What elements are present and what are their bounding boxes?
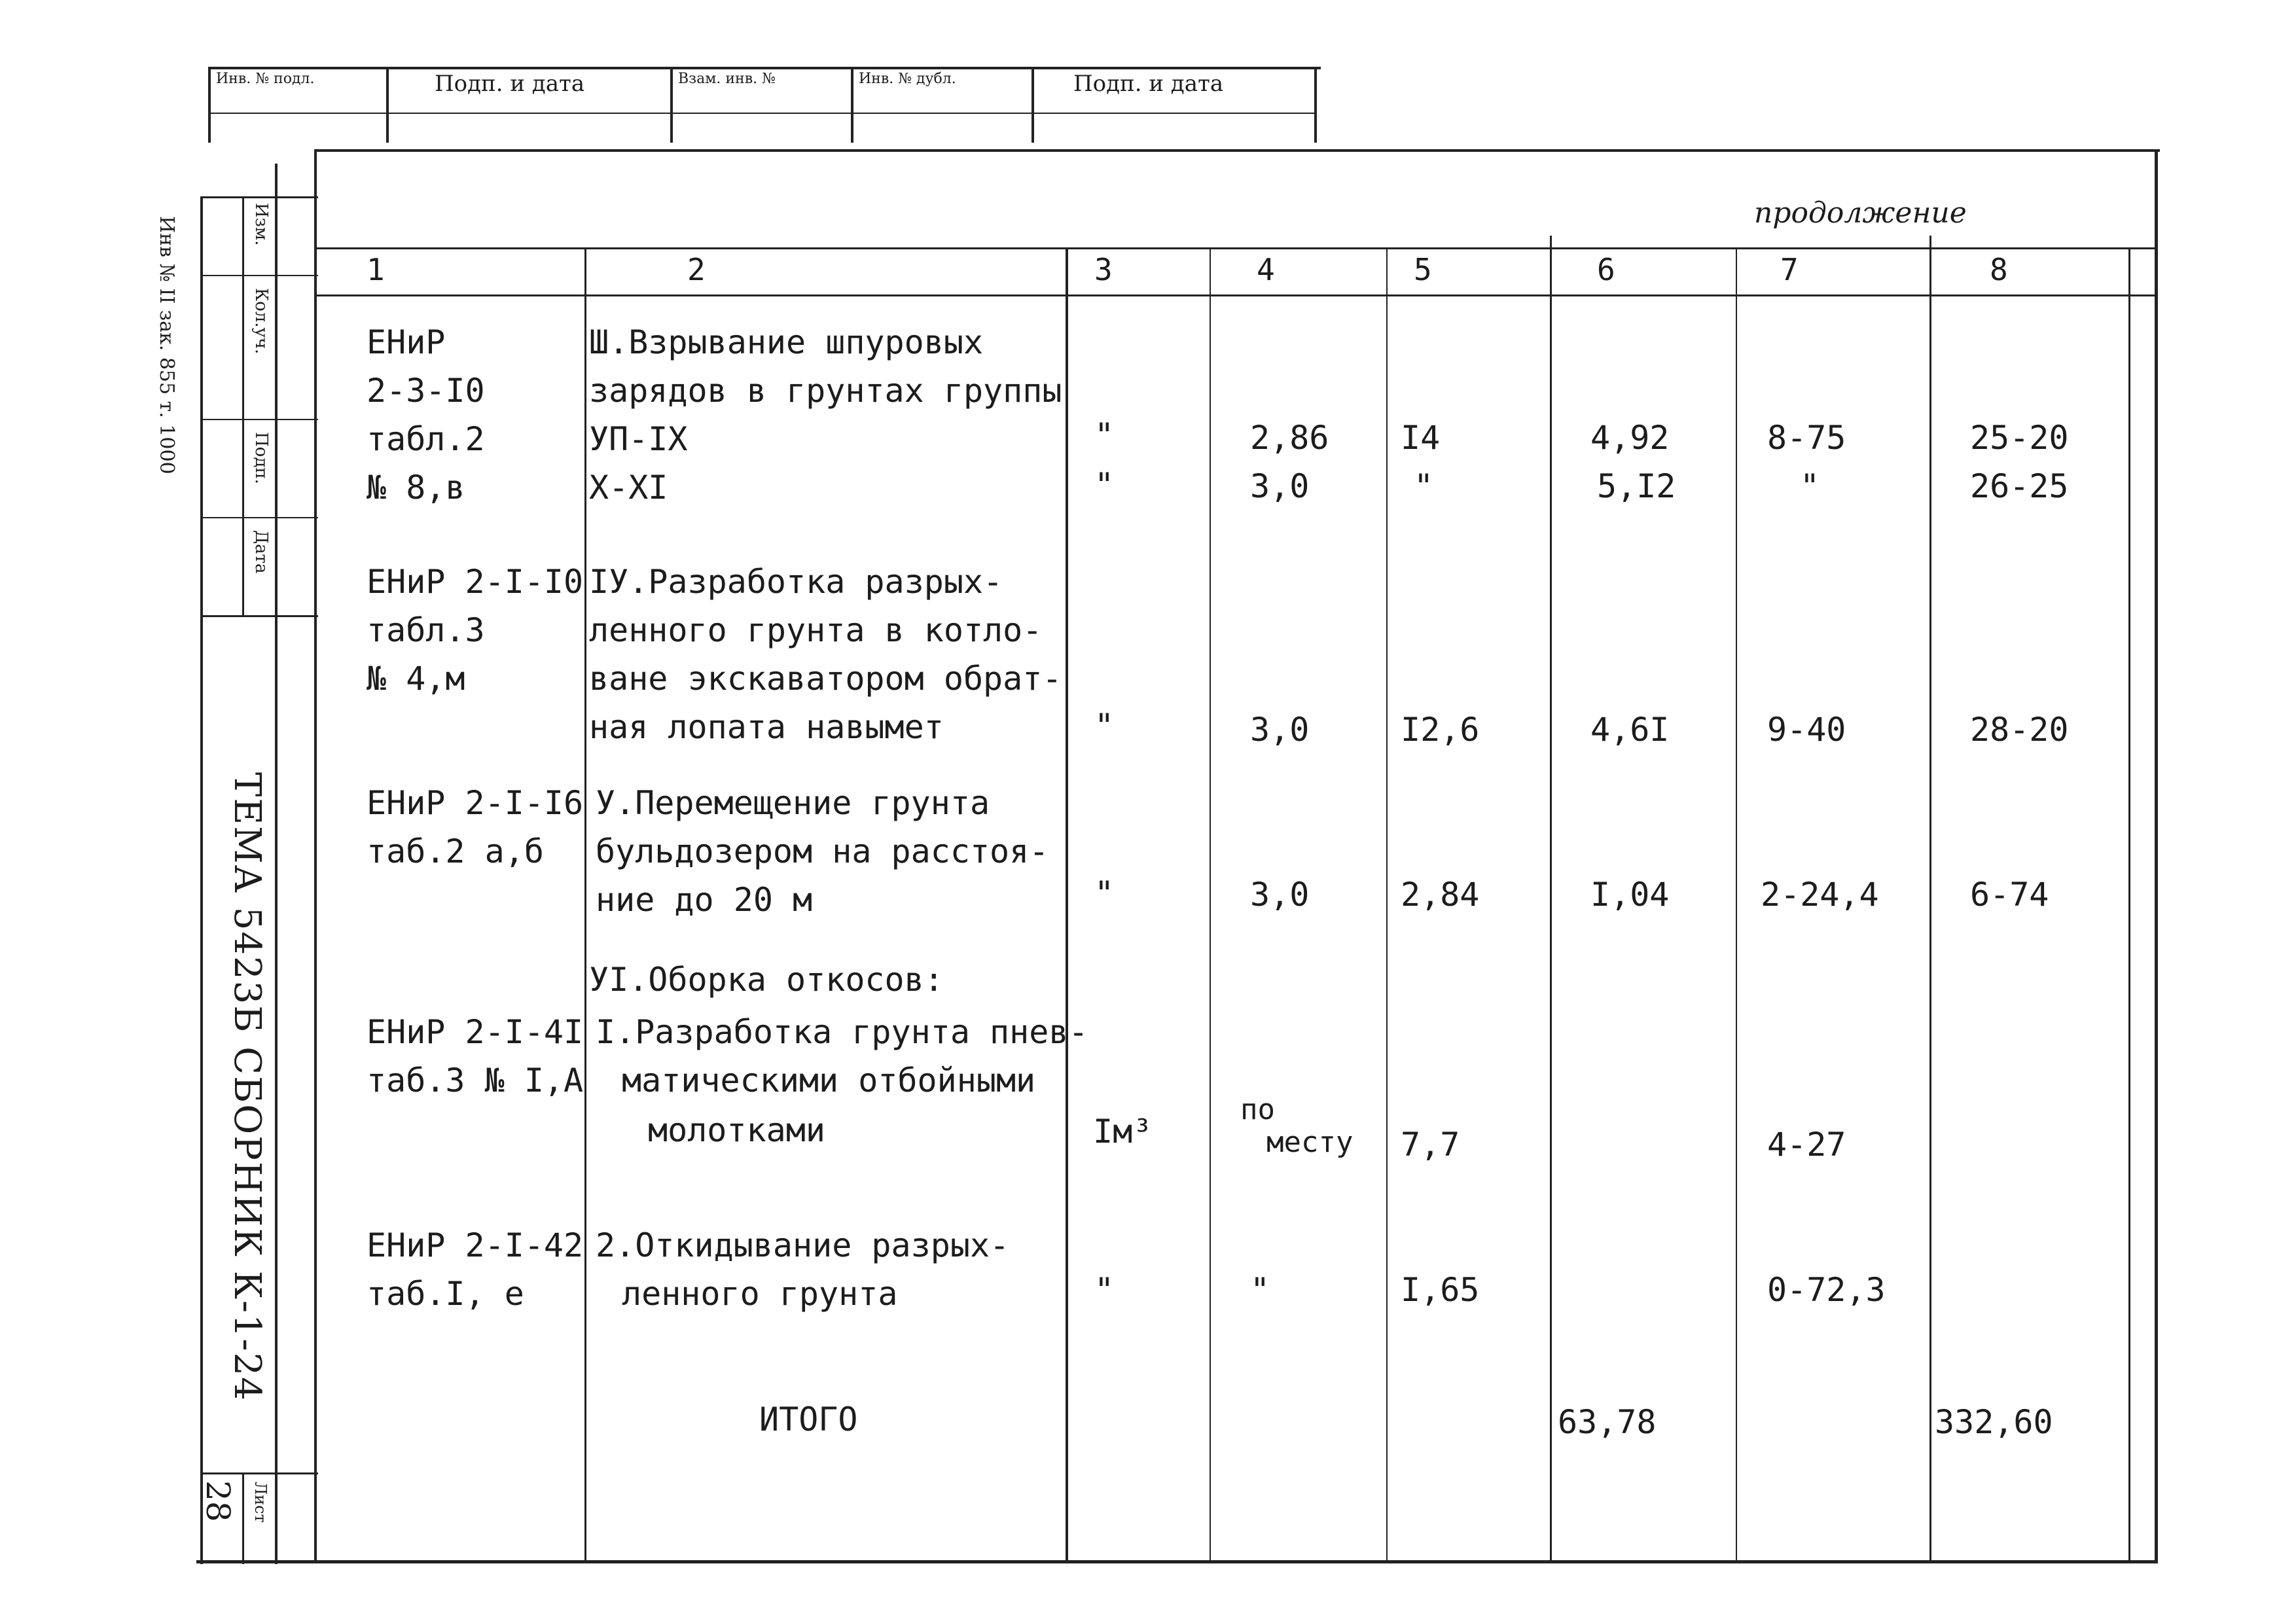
- row3-desc-line2: бульдозером на расстоя-: [596, 832, 1049, 870]
- col-sep-7: [1929, 236, 1931, 1560]
- row3-desc-line3: ние до 20 м: [596, 881, 813, 919]
- total-c6: 63,78: [1558, 1403, 1657, 1441]
- row4-c7: 4-27: [1767, 1126, 1846, 1164]
- header-top-line: [314, 247, 2155, 249]
- col-sep-5: [1550, 236, 1552, 1560]
- table-bottom-border: [196, 1560, 2158, 1563]
- row1a-c6: 4,92: [1590, 419, 1670, 457]
- table-top-border: [314, 149, 2160, 152]
- row1a-c5: I4: [1401, 419, 1441, 457]
- col-header-1: 1: [367, 252, 385, 287]
- row1a-c7: 8-75: [1767, 419, 1846, 457]
- row2-norm-line2: табл.3: [367, 611, 485, 649]
- row2-desc-line4: ная лопата навымет: [589, 708, 944, 746]
- row1b-c7: ": [1800, 467, 1820, 505]
- margin-header-podp: Подп.: [251, 432, 271, 484]
- col-sep-4: [1386, 249, 1388, 1560]
- col-header-2: 2: [687, 252, 706, 287]
- approval-stamp-strip: [208, 64, 1321, 143]
- row2-desc-line1: IУ.Разработка разрых-: [589, 563, 1003, 601]
- row2-c5: I2,6: [1401, 711, 1480, 749]
- row2-unit: ": [1094, 707, 1115, 745]
- row2-c6: 4,6I: [1590, 711, 1670, 749]
- row4-c4-line1: по: [1240, 1093, 1275, 1126]
- col-header-5: 5: [1414, 252, 1432, 287]
- stamp-inv-dubl: Инв. № дубл.: [859, 71, 956, 87]
- row1-desc-line4: X-XI: [589, 469, 668, 507]
- row1b-unit: ": [1094, 466, 1115, 504]
- row2-desc-line3: ване экскаватором обрат-: [589, 660, 1062, 698]
- total-label: ИТОГО: [759, 1400, 858, 1438]
- row4-c5: 7,7: [1401, 1126, 1460, 1164]
- col-header-3: 3: [1094, 252, 1113, 287]
- row5-norm-line2: таб.I, е: [367, 1275, 524, 1313]
- row1-desc-line3: УП-IX: [589, 420, 688, 458]
- row2-norm-line3: № 4,м: [367, 660, 465, 698]
- stamp-podp-data-2: Подп. и дата: [1073, 71, 1224, 97]
- row2-c8: 28-20: [1970, 711, 2069, 749]
- sheet-label: Лист: [251, 1482, 270, 1523]
- row3-c6: I,04: [1590, 876, 1670, 914]
- row1-norm-line3: табл.2: [367, 420, 485, 458]
- margin-frame-left: [200, 196, 203, 1564]
- row4-desc-line3: молотками: [648, 1111, 825, 1149]
- margin-header-izm: Изм.: [251, 203, 271, 246]
- sheet-number: 28: [199, 1480, 237, 1522]
- row1a-unit: ": [1094, 416, 1115, 454]
- row4-desc-line1: I.Разработка грунта пнев-: [596, 1013, 1088, 1051]
- row5-desc-line2: ленного грунта: [622, 1275, 898, 1313]
- row3-c7: 2-24,4: [1761, 876, 1879, 914]
- col-header-4: 4: [1257, 252, 1275, 287]
- row5-c7: 0-72,3: [1767, 1271, 1886, 1309]
- row1b-c6: 5,I2: [1597, 467, 1676, 505]
- inventory-note: Инв № II зак. 855 т. 1000: [155, 216, 178, 474]
- table-right-border: [2155, 149, 2158, 1563]
- row3-c5: 2,84: [1401, 876, 1480, 914]
- row4-c4-line2: месту: [1266, 1126, 1354, 1159]
- stamp-inv-podl: Инв. № подл.: [216, 71, 315, 87]
- row1b-c4: 3,0: [1250, 467, 1310, 505]
- row1-norm-line4: № 8,в: [367, 469, 465, 507]
- table-left-border: [314, 149, 317, 1563]
- col-header-8: 8: [1990, 252, 2008, 287]
- row3-c8: 6-74: [1970, 876, 2049, 914]
- header-bottom-line: [314, 294, 2155, 296]
- row4-section-heading: УI.Оборка откосов:: [589, 961, 944, 999]
- row4-desc-line2: матическими отбойными: [622, 1061, 1036, 1099]
- row1-desc-line1: Ш.Взрывание шпуровых: [589, 323, 984, 361]
- col-sep-6: [1736, 249, 1737, 1560]
- row3-norm-line2: таб.2 а,б: [367, 832, 544, 870]
- row3-norm-line1: ЕНиР 2-I-I6: [367, 784, 584, 822]
- col-header-6: 6: [1597, 252, 1615, 287]
- col-header-7: 7: [1780, 252, 1799, 287]
- col-sep-1: [584, 249, 586, 1560]
- row2-c4: 3,0: [1250, 711, 1310, 749]
- row5-desc-line1: 2.Откидывание разрых-: [596, 1226, 1010, 1264]
- row5-c5: I,65: [1401, 1271, 1480, 1309]
- row3-unit: ": [1094, 874, 1115, 912]
- margin-header-data: Дата: [251, 530, 271, 574]
- continuation-note: продолжение: [1754, 196, 1967, 230]
- row5-norm-line1: ЕНиР 2-I-42: [367, 1226, 584, 1264]
- row1-desc-line2: зарядов в грунтах группы: [589, 372, 1062, 410]
- row1b-c8: 26-25: [1970, 467, 2069, 505]
- row1b-c5: ": [1414, 467, 1434, 505]
- row4-unit: Iм³: [1093, 1113, 1153, 1150]
- stamp-vzam-inv: Взам. инв. №: [678, 71, 776, 87]
- stamp-podp-data: Подп. и дата: [435, 71, 585, 97]
- row3-desc-line1: У.Перемещение грунта: [596, 784, 990, 822]
- row2-desc-line2: ленного грунта в котло-: [589, 611, 1043, 649]
- col-sep-3: [1210, 249, 1211, 1560]
- row4-norm-line2: таб.3 № I,А: [367, 1061, 584, 1099]
- row1-norm-line2: 2-3-I0: [367, 372, 485, 410]
- row5-c4: ": [1250, 1271, 1270, 1309]
- col-sep-8: [2128, 249, 2130, 1560]
- margin-header-kol-uch: Кол.уч.: [251, 288, 271, 355]
- col-sep-2: [1066, 249, 1068, 1560]
- row4-norm-line1: ЕНиР 2-I-4I: [367, 1013, 584, 1051]
- row2-norm-line1: ЕНиР 2-I-I0: [367, 563, 584, 601]
- row1a-c8: 25-20: [1970, 419, 2069, 457]
- total-c8: 332,60: [1935, 1403, 2053, 1441]
- row5-unit: ": [1094, 1271, 1115, 1309]
- row3-c4: 3,0: [1250, 876, 1310, 914]
- row1-norm-line1: ЕНиР: [367, 323, 446, 361]
- row2-c7: 9-40: [1767, 711, 1846, 749]
- row1a-c4: 2,86: [1250, 419, 1329, 457]
- theme-title: ТЕМА 5423Б СБОРНИК К-1-24: [226, 772, 268, 1402]
